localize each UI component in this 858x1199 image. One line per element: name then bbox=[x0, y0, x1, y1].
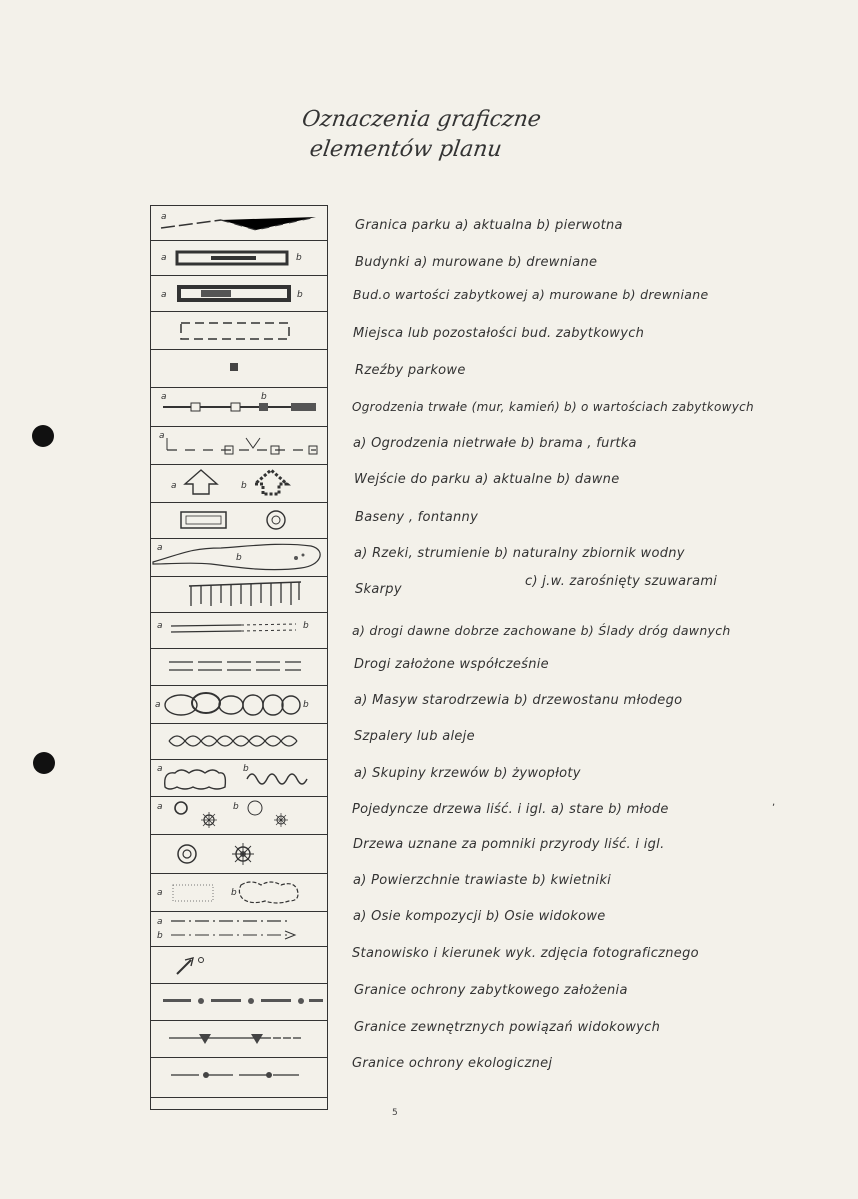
label-park-entrance: Wejście do parku a) aktualne b) dawne bbox=[354, 472, 620, 487]
label-park-sculptures: Rzeźby parkowe bbox=[355, 363, 466, 378]
letter-b: b bbox=[243, 764, 249, 774]
label-monument-trees: Drzewa uznane za pomniki przyrody liść. i igl. bbox=[353, 837, 665, 852]
letter-b: b bbox=[303, 700, 309, 710]
symbol-lawns-flowerbeds bbox=[151, 873, 327, 912]
label-park-boundary: Granica parku a) aktualna b) pierwotna bbox=[355, 218, 623, 233]
symbol-historic-buildings bbox=[151, 275, 327, 312]
symbol-escarpments bbox=[151, 576, 327, 613]
symbol-old-roads bbox=[151, 612, 327, 649]
letter-a: a bbox=[157, 888, 163, 898]
symbol-permanent-fences bbox=[151, 387, 327, 427]
letter-b: b bbox=[157, 931, 163, 941]
symbol-view-connection-boundary bbox=[151, 1020, 327, 1058]
page-number: 5 bbox=[392, 1108, 398, 1118]
legend-symbol-column bbox=[150, 205, 328, 1110]
letter-a: a bbox=[161, 392, 167, 402]
symbol-photo-position bbox=[151, 946, 327, 984]
symbol-park-sculptures bbox=[151, 349, 327, 388]
label-view-connection-boundary: Granice zewnętrznych powiązań widokowych bbox=[354, 1020, 661, 1035]
symbol-monument-trees bbox=[151, 834, 327, 874]
symbol-pools-fountains bbox=[151, 502, 327, 539]
label-old-roads: a) drogi dawne dobrze zachowane b) Ślady dróg dawnych bbox=[352, 623, 731, 638]
margin-mark: , bbox=[772, 797, 776, 808]
symbol-historic-building-remains bbox=[151, 311, 327, 350]
label-shrubs-hedges: a) Skupiny krzewów b) żywopłoty bbox=[354, 766, 581, 781]
letter-a: a bbox=[157, 917, 163, 927]
label-buildings: Budynki a) murowane b) drewniane bbox=[355, 255, 598, 270]
letter-a: a bbox=[159, 431, 165, 441]
label-historic-buildings: Bud.o wartości zabytkowej a) murowane b) drewniane bbox=[353, 287, 709, 302]
label-escarpments: Skarpy bbox=[355, 582, 402, 597]
letter-b: b bbox=[261, 392, 267, 402]
label-lawns-flowerbeds: a) Powierzchnie trawiaste b) kwietniki bbox=[353, 873, 612, 888]
label-composition-view-axes: a) Osie kompozycji b) Osie widokowe bbox=[353, 909, 606, 924]
label-escarpments-overgrown: c) j.w. zarośnięty szuwarami bbox=[525, 574, 718, 589]
letter-b: b bbox=[303, 621, 309, 631]
letter-a: a bbox=[161, 212, 167, 222]
label-modern-roads: Drogi założone współcześnie bbox=[354, 657, 549, 672]
label-rivers-ponds: a) Rzeki, strumienie b) naturalny zbiornik wodny bbox=[354, 546, 685, 561]
letter-a: a bbox=[155, 700, 161, 710]
symbol-rivers-ponds bbox=[151, 538, 327, 577]
symbol-shrubs-hedges bbox=[151, 759, 327, 797]
symbol-heritage-protection-boundary bbox=[151, 983, 327, 1021]
symbol-park-boundary bbox=[151, 206, 327, 241]
title-line-1: Oznaczenia graficzne bbox=[300, 107, 543, 132]
symbol-ecological-protection-boundary bbox=[151, 1057, 327, 1098]
label-tree-rows-alleys: Szpalery lub aleje bbox=[354, 729, 475, 744]
letter-b: b bbox=[236, 553, 242, 563]
symbol-modern-roads bbox=[151, 648, 327, 686]
symbol-tree-rows-alleys bbox=[151, 723, 327, 760]
letter-b: b bbox=[296, 253, 302, 263]
label-pools-fountains: Baseny , fontanny bbox=[355, 510, 479, 525]
letter-a: a bbox=[171, 481, 177, 491]
symbol-temporary-fences bbox=[151, 426, 327, 465]
symbol-composition-view-axes bbox=[151, 911, 327, 947]
punch-hole-top bbox=[32, 425, 54, 447]
letter-a: a bbox=[157, 764, 163, 774]
letter-b: b bbox=[233, 802, 239, 812]
symbol-park-entrance bbox=[151, 464, 327, 503]
label-single-trees: Pojedyncze drzewa liść. i igl. a) stare b) młode bbox=[352, 802, 669, 817]
label-ecological-protection-boundary: Granice ochrony ekologicznej bbox=[352, 1056, 553, 1071]
letter-a: a bbox=[157, 802, 163, 812]
letter-b: b bbox=[297, 290, 303, 300]
letter-a: a bbox=[157, 621, 163, 631]
label-permanent-fences: Ogrodzenia trwałe (mur, kamień) b) o wartościach zabytkowych bbox=[352, 400, 754, 414]
letter-b: b bbox=[241, 481, 247, 491]
title-line-2: elementów planu bbox=[308, 137, 504, 162]
symbol-buildings bbox=[151, 240, 327, 276]
punch-hole-bottom bbox=[33, 752, 55, 774]
label-old-tree-stand: a) Masyw starodrzewia b) drzewostanu młodego bbox=[354, 693, 683, 708]
label-historic-building-remains: Miejsca lub pozostałości bud. zabytkowych bbox=[353, 326, 645, 341]
letter-a: a bbox=[157, 543, 163, 553]
symbol-single-trees bbox=[151, 796, 327, 835]
label-heritage-protection-boundary: Granice ochrony zabytkowego założenia bbox=[354, 983, 628, 998]
letter-b: b bbox=[231, 888, 237, 898]
label-photo-position: Stanowisko i kierunek wyk. zdjęcia fotograficznego bbox=[352, 946, 699, 961]
page-title bbox=[296, 105, 604, 165]
symbol-old-tree-stand bbox=[151, 685, 327, 724]
letter-a: a bbox=[161, 253, 167, 263]
label-temporary-fences: a) Ogrodzenia nietrwałe b) brama , furtka bbox=[353, 436, 637, 451]
letter-a: a bbox=[161, 290, 167, 300]
